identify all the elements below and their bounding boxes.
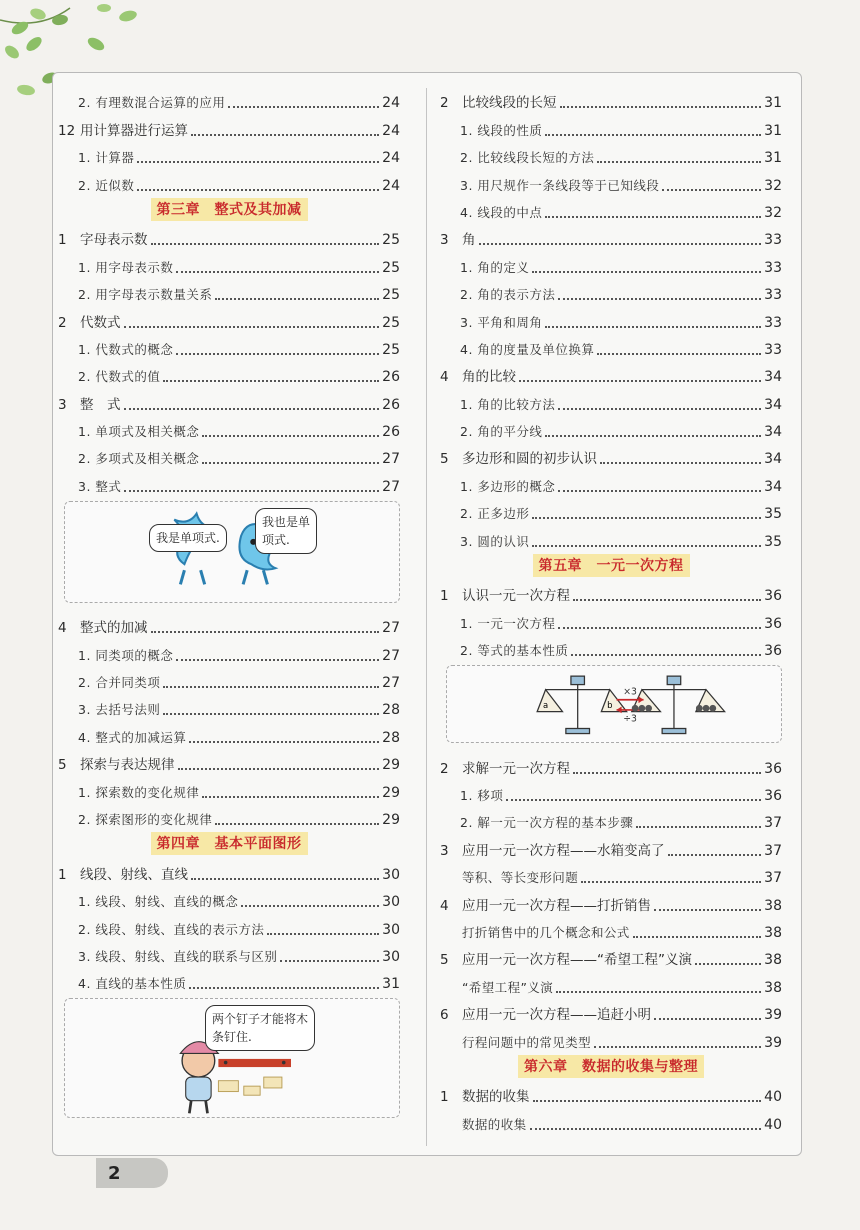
toc-subsection-entry[interactable]: [440, 1023, 782, 1050]
entry-title: 4. 直线的基本性质: [78, 976, 187, 992]
chapter-title: 第五章 一元一次方程: [533, 554, 690, 577]
entry-title: 4. 整式的加减运算: [78, 729, 187, 745]
toc-section-entry[interactable]: [58, 385, 400, 412]
toc-subsection-entry[interactable]: [58, 883, 400, 910]
dot-leader: [189, 741, 379, 743]
entry-title: 1. 一元一次方程: [460, 615, 556, 631]
entry-title: 2. 等式的基本性质: [460, 643, 569, 659]
entry-page-number: 40: [764, 1116, 782, 1133]
dot-leader: [545, 134, 761, 136]
entry-page-number: 27: [382, 675, 400, 692]
entry-title: 2. 合并同类项: [78, 675, 161, 691]
page-number-text: 2: [108, 1162, 121, 1184]
toc-subsection-entry[interactable]: [440, 303, 782, 330]
toc-subsection-entry[interactable]: [440, 276, 782, 303]
toc-section-entry[interactable]: [440, 886, 782, 913]
dot-leader: [479, 243, 762, 245]
entry-title: 3. 去括号法则: [78, 702, 161, 718]
entry-title: 2. 有理数混合运算的应用: [78, 95, 226, 111]
section-number: 2: [440, 95, 449, 112]
toc-subsection-entry[interactable]: [440, 1105, 782, 1132]
toc-subsection-entry[interactable]: [58, 691, 400, 718]
chapter-heading: [440, 1051, 782, 1078]
entry-title: 应用一元一次方程——水箱变高了: [462, 842, 665, 859]
entry-page-number: 37: [764, 815, 782, 832]
entry-title: 2. 线段、射线、直线的表示方法: [78, 921, 265, 937]
dot-leader: [191, 134, 379, 136]
entry-page-number: 40: [764, 1089, 782, 1106]
toc-section-entry[interactable]: [58, 855, 400, 882]
dot-leader: [176, 271, 379, 273]
toc-subsection-entry[interactable]: [58, 965, 400, 992]
toc-subsection-entry[interactable]: [440, 413, 782, 440]
toc-section-entry[interactable]: [58, 221, 400, 248]
toc-subsection-entry[interactable]: [58, 910, 400, 937]
entry-title: 角: [462, 232, 476, 249]
toc-subsection-entry[interactable]: [440, 859, 782, 886]
section-number: 1: [58, 866, 67, 883]
entry-title: 应用一元一次方程——“希望工程”义演: [462, 952, 692, 969]
toc-subsection-entry[interactable]: [58, 440, 400, 467]
toc-subsection-entry[interactable]: [58, 166, 400, 193]
section-number: 4: [58, 620, 67, 637]
entry-page-number: 30: [382, 866, 400, 883]
toc-subsection-entry[interactable]: [440, 248, 782, 275]
entry-page-number: 26: [382, 396, 400, 413]
weight-b-label: b: [607, 700, 613, 711]
entry-title: 用计算器进行运算: [80, 122, 188, 139]
entry-title: 1. 角的定义: [460, 259, 530, 275]
entry-title: 1. 代数式的概念: [78, 341, 174, 357]
toc-section-entry[interactable]: [58, 609, 400, 636]
dot-leader: [654, 1018, 761, 1020]
chapter-title: 第三章 整式及其加减: [151, 198, 308, 221]
entry-title: 1. 探索数的变化规律: [78, 784, 200, 800]
entry-title: 3. 用尺规作一条线段等于已知线段: [460, 177, 660, 193]
entry-title: 1. 角的比较方法: [460, 396, 556, 412]
dot-leader: [137, 161, 379, 163]
entry-page-number: 30: [382, 921, 400, 938]
entry-page-number: 27: [382, 478, 400, 495]
entry-title: 多边形和圆的初步认识: [462, 451, 597, 468]
chapter-heading: [58, 194, 400, 221]
entry-page-number: 35: [764, 533, 782, 550]
toc-subsection-entry[interactable]: [440, 467, 782, 494]
entry-page-number: 30: [382, 948, 400, 965]
dot-leader: [597, 161, 761, 163]
divide-three-label: ÷3: [623, 713, 637, 725]
dot-leader: [151, 631, 380, 633]
dot-leader: [558, 490, 761, 492]
entry-title: 2. 正多边形: [460, 506, 530, 522]
toc-section-entry[interactable]: [440, 84, 782, 111]
chapter-title: 第六章 数据的收集与整理: [518, 1055, 704, 1078]
entry-title: 3. 圆的认识: [460, 533, 530, 549]
dot-leader: [594, 1046, 761, 1048]
entry-page-number: 32: [764, 177, 782, 194]
dot-leader: [519, 380, 761, 382]
entry-title: 3. 平角和周角: [460, 314, 543, 330]
toc-right-column: [440, 84, 782, 1133]
toc-subsection-entry[interactable]: [440, 632, 782, 659]
illustration-box: [64, 998, 400, 1118]
section-number: 12: [58, 122, 76, 139]
entry-title: 代数式: [80, 314, 121, 331]
entry-page-number: 29: [382, 811, 400, 828]
section-number: 2: [58, 314, 67, 331]
dot-leader: [530, 1128, 762, 1130]
dot-leader: [581, 881, 761, 883]
entry-page-number: 37: [764, 842, 782, 859]
entry-page-number: 38: [764, 979, 782, 996]
dot-leader: [189, 987, 379, 989]
dot-leader: [202, 796, 379, 798]
entry-page-number: 31: [764, 122, 782, 139]
toc-subsection-entry[interactable]: [58, 718, 400, 745]
entry-page-number: 25: [382, 287, 400, 304]
entry-title: 1. 多边形的概念: [460, 478, 556, 494]
entry-page-number: 24: [382, 95, 400, 112]
dot-leader: [695, 963, 761, 965]
entry-title: 1. 线段、射线、直线的概念: [78, 894, 239, 910]
section-number: 5: [58, 757, 67, 774]
toc-section-entry[interactable]: [440, 831, 782, 858]
entry-page-number: 30: [382, 894, 400, 911]
dot-leader: [600, 462, 761, 464]
entry-title: 打折销售中的几个概念和公式: [462, 924, 630, 940]
dot-leader: [280, 960, 379, 962]
entry-page-number: 28: [382, 729, 400, 746]
dot-leader: [202, 435, 379, 437]
toc-subsection-entry[interactable]: [440, 968, 782, 995]
entry-page-number: 27: [382, 451, 400, 468]
entry-title: 行程问题中的常见类型: [462, 1034, 592, 1050]
entry-title: 2. 角的平分线: [460, 424, 543, 440]
entry-page-number: 26: [382, 369, 400, 386]
dot-leader: [558, 298, 761, 300]
dot-leader: [176, 659, 379, 661]
entry-title: 字母表示数: [80, 232, 148, 249]
toc-subsection-entry[interactable]: [58, 938, 400, 965]
entry-title: 1. 线段的性质: [460, 122, 543, 138]
entry-page-number: 31: [764, 95, 782, 112]
entry-title: 整式的加减: [80, 620, 148, 637]
entry-title: 数据的收集: [462, 1116, 527, 1132]
dot-leader: [545, 216, 761, 218]
dot-leader: [228, 106, 379, 108]
entry-title: 应用一元一次方程——打折销售: [462, 897, 651, 914]
toc-subsection-entry[interactable]: [58, 331, 400, 358]
section-number: 5: [440, 451, 449, 468]
toc-subsection-entry[interactable]: [440, 604, 782, 631]
dot-leader: [532, 545, 761, 547]
section-number: 6: [440, 1007, 449, 1024]
entry-page-number: 33: [764, 341, 782, 358]
entry-title: 2. 比较线段长短的方法: [460, 150, 595, 166]
entry-page-number: 36: [764, 760, 782, 777]
entry-page-number: 36: [764, 615, 782, 632]
chapter-heading: [440, 550, 782, 577]
column-divider: [426, 88, 427, 1146]
section-number: 4: [440, 369, 449, 386]
entry-page-number: 24: [382, 150, 400, 167]
toc-subsection-entry[interactable]: [440, 495, 782, 522]
dot-leader: [506, 799, 761, 801]
entry-page-number: 36: [764, 643, 782, 660]
dot-leader: [654, 909, 761, 911]
section-number: 3: [58, 396, 67, 413]
entry-title: 2. 多项式及相关概念: [78, 451, 200, 467]
entry-title: 数据的收集: [462, 1089, 530, 1106]
dot-leader: [636, 826, 761, 828]
toc-subsection-entry[interactable]: [440, 804, 782, 831]
dot-leader: [191, 878, 379, 880]
dot-leader: [215, 823, 379, 825]
entry-page-number: 33: [764, 259, 782, 276]
toc-section-entry[interactable]: [440, 440, 782, 467]
illustration-box: [446, 665, 782, 743]
entry-title: 2. 用字母表示数量关系: [78, 287, 213, 303]
toc-section-entry[interactable]: [440, 941, 782, 968]
balance-scale-illustration: [447, 666, 781, 742]
toc-section-entry[interactable]: [440, 749, 782, 776]
entry-title: 角的比较: [462, 369, 516, 386]
dot-leader: [571, 654, 761, 656]
section-number: 1: [58, 232, 67, 249]
times-three-label: ×3: [623, 686, 637, 698]
speech-bubble: 我是单项式.: [149, 524, 227, 552]
dot-leader: [532, 271, 761, 273]
entry-page-number: 31: [382, 976, 400, 993]
section-number: 4: [440, 897, 449, 914]
toc-subsection-entry[interactable]: [440, 194, 782, 221]
entry-title: 1. 单项式及相关概念: [78, 424, 200, 440]
dot-leader: [597, 353, 761, 355]
entry-title: 认识一元一次方程: [462, 588, 570, 605]
section-number: 2: [440, 760, 449, 777]
dot-leader: [124, 326, 380, 328]
toc-subsection-entry[interactable]: [58, 248, 400, 275]
entry-page-number: 37: [764, 870, 782, 887]
dot-leader: [202, 462, 379, 464]
entry-title: 应用一元一次方程——追赶小明: [462, 1007, 651, 1024]
toc-section-entry[interactable]: [440, 1078, 782, 1105]
dot-leader: [558, 408, 761, 410]
entry-title: 整 式: [80, 396, 121, 413]
dot-leader: [556, 991, 761, 993]
entry-title: 2. 近似数: [78, 177, 135, 193]
entry-page-number: 38: [764, 952, 782, 969]
entry-title: 3. 线段、射线、直线的联系与区别: [78, 948, 278, 964]
entry-page-number: 36: [764, 588, 782, 605]
entry-title: 4. 角的度量及单位换算: [460, 341, 595, 357]
entry-title: 线段、射线、直线: [80, 866, 188, 883]
dot-leader: [215, 298, 379, 300]
entry-title: 等积、等长变形问题: [462, 870, 579, 886]
toc-subsection-entry[interactable]: [58, 84, 400, 111]
entry-title: 1. 计算器: [78, 150, 135, 166]
dot-leader: [573, 772, 761, 774]
entry-title: 2. 角的表示方法: [460, 287, 556, 303]
toc-subsection-entry[interactable]: [440, 914, 782, 941]
toc-subsection-entry[interactable]: [440, 111, 782, 138]
entry-title: 2. 代数式的值: [78, 369, 161, 385]
section-number: 1: [440, 588, 449, 605]
dot-leader: [241, 905, 379, 907]
dot-leader: [545, 435, 761, 437]
dot-leader: [560, 106, 762, 108]
toc-subsection-entry[interactable]: [58, 358, 400, 385]
entry-page-number: 32: [764, 204, 782, 221]
entry-page-number: 29: [382, 757, 400, 774]
toc-subsection-entry[interactable]: [440, 385, 782, 412]
entry-title: 4. 线段的中点: [460, 204, 543, 220]
dot-leader: [633, 936, 761, 938]
entry-page-number: 31: [764, 150, 782, 167]
section-number: 5: [440, 952, 449, 969]
entry-page-number: 25: [382, 314, 400, 331]
dot-leader: [668, 854, 762, 856]
toc-section-entry[interactable]: [440, 577, 782, 604]
entry-title: 1. 同类项的概念: [78, 647, 174, 663]
entry-page-number: 38: [764, 924, 782, 941]
section-number: 3: [440, 842, 449, 859]
toc-subsection-entry[interactable]: [58, 664, 400, 691]
toc-subsection-entry[interactable]: [440, 777, 782, 804]
dot-leader: [151, 243, 380, 245]
entry-page-number: 36: [764, 787, 782, 804]
entry-title: 1. 移项: [460, 787, 504, 803]
entry-page-number: 25: [382, 259, 400, 276]
chapter-heading: [58, 828, 400, 855]
entry-page-number: 34: [764, 369, 782, 386]
entry-page-number: 24: [382, 122, 400, 139]
section-number: 3: [440, 232, 449, 249]
toc-subsection-entry[interactable]: [58, 276, 400, 303]
dot-leader: [573, 599, 761, 601]
dot-leader: [124, 490, 379, 492]
dot-leader: [163, 686, 379, 688]
dot-leader: [558, 627, 761, 629]
toc-section-entry[interactable]: [440, 358, 782, 385]
entry-title: “希望工程”义演: [462, 979, 554, 995]
page-number: [96, 1158, 168, 1188]
weight-a-label: a: [543, 700, 549, 711]
toc-subsection-entry[interactable]: [440, 139, 782, 166]
entry-page-number: 39: [764, 1007, 782, 1024]
chapter-title: 第四章 基本平面图形: [151, 832, 308, 855]
toc-subsection-entry[interactable]: [58, 773, 400, 800]
entry-page-number: 33: [764, 287, 782, 304]
toc-left-column: [58, 84, 400, 1124]
dot-leader: [532, 517, 761, 519]
entry-page-number: 35: [764, 506, 782, 523]
dot-leader: [662, 189, 761, 191]
toc-subsection-entry[interactable]: [58, 801, 400, 828]
toc-subsection-entry[interactable]: [58, 636, 400, 663]
entry-title: 2. 解一元一次方程的基本步骤: [460, 815, 634, 831]
entry-page-number: 25: [382, 232, 400, 249]
entry-page-number: 26: [382, 424, 400, 441]
entry-page-number: 24: [382, 177, 400, 194]
dot-leader: [545, 326, 761, 328]
toc-section-entry[interactable]: [58, 303, 400, 330]
entry-page-number: 33: [764, 314, 782, 331]
entry-page-number: 34: [764, 396, 782, 413]
toc-section-entry[interactable]: [58, 746, 400, 773]
speech-bubble: 两个钉子才能将木条钉住.: [205, 1005, 315, 1051]
toc-subsection-entry[interactable]: [440, 331, 782, 358]
toc-subsection-entry[interactable]: [440, 166, 782, 193]
speech-bubble: 我也是单项式.: [255, 508, 317, 554]
dot-leader: [124, 408, 380, 410]
entry-page-number: 34: [764, 451, 782, 468]
section-number: 1: [440, 1089, 449, 1106]
toc-section-entry[interactable]: [440, 221, 782, 248]
entry-page-number: 38: [764, 897, 782, 914]
entry-title: 2. 探索图形的变化规律: [78, 811, 213, 827]
entry-page-number: 27: [382, 620, 400, 637]
dot-leader: [163, 713, 379, 715]
entry-page-number: 28: [382, 702, 400, 719]
entry-title: 探索与表达规律: [80, 757, 175, 774]
entry-title: 1. 用字母表示数: [78, 259, 174, 275]
entry-page-number: 39: [764, 1034, 782, 1051]
entry-page-number: 25: [382, 341, 400, 358]
toc-subsection-entry[interactable]: [58, 139, 400, 166]
entry-page-number: 34: [764, 478, 782, 495]
dot-leader: [137, 189, 379, 191]
entry-title: 求解一元一次方程: [462, 760, 570, 777]
illustration-box: [64, 501, 400, 603]
toc-subsection-entry[interactable]: [58, 413, 400, 440]
dot-leader: [533, 1100, 762, 1102]
entry-page-number: 29: [382, 784, 400, 801]
entry-page-number: 33: [764, 232, 782, 249]
dot-leader: [267, 933, 379, 935]
entry-title: 比较线段的长短: [462, 95, 557, 112]
dot-leader: [176, 353, 379, 355]
monomial-characters-illustration: [65, 502, 399, 602]
toc-subsection-entry[interactable]: [440, 522, 782, 549]
dot-leader: [163, 380, 379, 382]
entry-page-number: 27: [382, 647, 400, 664]
entry-title: 3. 整式: [78, 478, 122, 494]
toc-section-entry[interactable]: [58, 111, 400, 138]
toc-section-entry[interactable]: [440, 996, 782, 1023]
toc-subsection-entry[interactable]: [58, 467, 400, 494]
dot-leader: [178, 768, 380, 770]
entry-page-number: 34: [764, 424, 782, 441]
